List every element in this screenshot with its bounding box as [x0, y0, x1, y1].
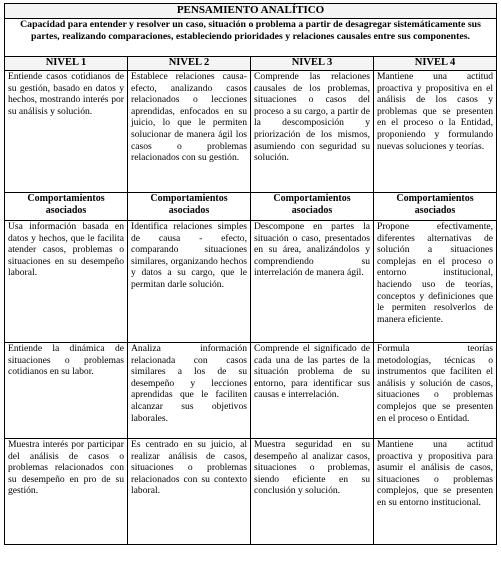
- level-definition-1: Entiende casos cotidianos de su gestión, basado en datos y hechos, mostrando interés por su análisis y solución.: [5, 71, 128, 193]
- competency-document: [4, 3, 496, 545]
- level-definition-row: [5, 71, 497, 193]
- behavior-row-3: [5, 439, 497, 545]
- levels-header-row: [5, 57, 497, 71]
- behaviors-header-row: [5, 193, 497, 221]
- level-definition-2: Establece relaciones causa-efecto, analizando casos relacionados o lecciones aprendidas, enfocados en su juicio, lo que le permiten solucionar de manera ágil los casos o problemas relacionados con su gestión.: [128, 71, 251, 193]
- level-header-1: NIVEL 1: [5, 57, 128, 71]
- level-definition-4: Mantiene una actitud proactiva y propositiva en el análisis de los casos y problemas que se presenten en el proceso o la Entidad, proponiendo y formulando nuevas soluciones y teorías.: [374, 71, 497, 193]
- title-row: [5, 4, 497, 19]
- behaviors-header-3: Comportamientos asociados: [251, 193, 374, 221]
- level-header-3: NIVEL 3: [251, 57, 374, 71]
- competency-description: Capacidad para entender y resolver un caso, situación o problema a partir de desagregar sistemáticamente sus partes, realizando comparaciones, estableciendo prioridades y relaciones causales entre sus componentes.: [5, 19, 497, 57]
- behavior-cell: Comprende el significado de cada una de las partes de la situación problema de su entorno, para identificar sus causas e interrelación.: [251, 343, 374, 439]
- behavior-cell: Formula teorías metodologías, técnicas o instrumentos que faciliten el análisis y solución de casos, situaciones o problemas complejos que se presenten en el proceso o Entidad.: [374, 343, 497, 439]
- behavior-cell: Mantiene una actitud proactiva y propositiva para asumir el análisis de casos, situaciones o problemas complejos, que se presenten en su entorno institucional.: [374, 439, 497, 545]
- behaviors-header-1: Comportamientos asociados: [5, 193, 128, 221]
- behavior-cell: Descompone en partes la situación o caso, presentados en su área, analizándolos y comprendiendo su interrelación de manera ágil.: [251, 221, 374, 343]
- behavior-cell: Analiza información relacionada con casos similares a los de su desempeño y lecciones aprendidas que le faciliten alcanzar sus objetivos laborales.: [128, 343, 251, 439]
- behavior-row-2: [5, 343, 497, 439]
- behavior-cell: Muestra interés por participar del análisis de casos o problemas relacionados con su desempeño en pro de su gestión.: [5, 439, 128, 545]
- behaviors-header-2: Comportamientos asociados: [128, 193, 251, 221]
- behavior-cell: Usa información basada en datos y hechos, que le facilita atender casos, problemas o situaciones en su desempeño laboral.: [5, 221, 128, 343]
- behavior-cell: Propone efectivamente, diferentes alternativas de solución a situaciones complejas en el proceso o entorno institucional, haciendo uso de teorías, conceptos y definiciones que le permiten resolverlos de manera eficiente.: [374, 221, 497, 343]
- behavior-cell: Entiende la dinámica de situaciones o problemas cotidianos en su labor.: [5, 343, 128, 439]
- level-header-2: NIVEL 2: [128, 57, 251, 71]
- behavior-cell: Es centrado en su juicio, al realizar análisis de casos, situaciones o problemas relacionados con su contexto laboral.: [128, 439, 251, 545]
- behavior-cell: Identifica relaciones simples de causa - efecto, comparando situaciones similares, organizando hechos y datos a su cargo, que le permitan darle solución.: [128, 221, 251, 343]
- behaviors-header-4: Comportamientos asociados: [374, 193, 497, 221]
- behavior-cell: Muestra seguridad en su desempeño al analizar casos, situaciones o problemas, siendo eficiente en su conclusión y solución.: [251, 439, 374, 545]
- competency-title: PENSAMIENTO ANALÍTICO: [5, 4, 497, 19]
- description-row: [5, 19, 497, 57]
- behavior-row-1: [5, 221, 497, 343]
- level-header-4: NIVEL 4: [374, 57, 497, 71]
- level-definition-3: Comprende las relaciones causales de los problemas, situaciones o casos del proceso a su cargo, a partir de la descomposición y priorización de los mismos, asumiendo con seguridad su solución.: [251, 71, 374, 193]
- competency-table: [4, 3, 497, 545]
